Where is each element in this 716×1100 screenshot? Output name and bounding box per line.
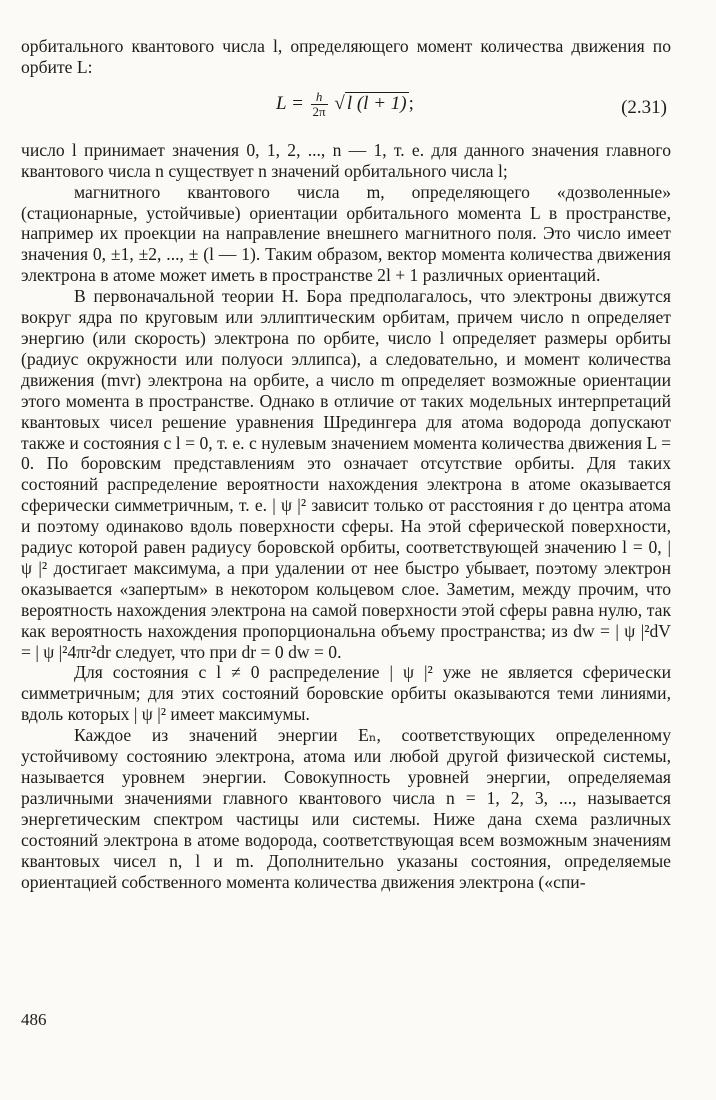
text-column bbox=[21, 36, 671, 892]
equation-fraction bbox=[311, 90, 328, 119]
equation-number: (2.31) bbox=[621, 96, 667, 118]
paragraph-bohr-theory: В первоначальной теории Н. Бора предполагалось, что электроны движутся вокруг ядра по круговым или эллиптическим орбитам, причем число n определяет энергию (или скорость) электрона по орбите, число l определяет размеры орбиты (радиус окружности или полуоси эллипса), а следовательно, и момент количества движения (mvr) электрона на орбите, а число m определяет возможные ориентации этого момента в пространстве. Однако в отличие от таких модельных интерпретаций квантовых чисел решение уравнения Шредингера для атома водорода допускают также и состояния с l = 0, т. е. с нулевым значением момента количества движения L = 0. По боровским представлениям это означает отсутствие орбиты. Для таких состояний распределение вероятности нахождения электрона в атоме оказывается сферически симметричным, т. е. | ψ |² зависит только от расстояния r до центра атома и поэтому одинаково вдоль поверхности сферы. На этой сферической поверхности, радиус которой равен радиусу боровской орбиты, соответствующей значению l = 0, | ψ |² достигает максимума, а при удалении от нее быстро убывает, поэтому электрон оказывается «запертым» в некотором кольцевом слое. Заметим, между прочим, что вероятность нахождения электрона на самой поверхности этой сферы равна нулю, так как вероятность нахождения пропорциональна объему пространства; из dw = | ψ |²dV = | ψ |²4πr²dr следует, что при dr = 0 dw = 0. bbox=[21, 286, 671, 662]
paragraph-l-values: число l принимает значения 0, 1, 2, ..., n — 1, т. е. для данного значения главного квантового числа n существует n значений орбитального числа l; bbox=[21, 139, 671, 181]
equation-body bbox=[276, 90, 414, 119]
square-root: √ l (l + 1) bbox=[334, 92, 407, 114]
paragraph-nonzero-l: Для состояния с l ≠ 0 распределение | ψ |² уже не является сферически симметричным; для этих состояний боровские орбиты оказываются теми линиями, вдоль которых | ψ |² имеет максимумы. bbox=[21, 662, 671, 725]
fraction-numerator: h bbox=[311, 90, 328, 105]
paragraph-energy-levels: Каждое из значений энергии Eₙ, соответствующих определенному устойчивому состоянию электрона, атома или любой другой физической системы, называется уровнем энергии. Совокупность уровней энергии, определяемая различными значениями главного квантового числа n = 1, 2, 3, ..., называется энергетическим спектром частицы или системы. Ниже дана схема различных состояний электрона в атоме водорода, соответствующая всем возможным значениям квантовых чисел n, l и m. Дополнительно указаны состояния, определяемые ориентацией собственного момента количества движения электрона («спи- bbox=[21, 725, 671, 892]
equation-lhs: L = bbox=[276, 92, 304, 114]
paragraph-orbital: орбитального квантового числа l, определяющего момент количества движения по орбите L: bbox=[21, 36, 671, 77]
equation-2-31 bbox=[21, 78, 671, 140]
fraction-denominator: 2π bbox=[312, 103, 326, 119]
radicand: l (l + 1) bbox=[346, 92, 407, 114]
equation-tail: ; bbox=[408, 92, 414, 114]
paragraph-magnetic: магнитного квантового числа m, определяющего «дозволенные» (стационарные, устойчивые) ориентации орбитального момента L в пространстве, например их проекции на направление внешнего магнитного поля. Это число имеет значения 0, ±1, ±2, ..., ± (l — 1). Таким образом, вектор момента количества движения электрона в атоме может иметь в пространстве 2l + 1 различных ориентаций. bbox=[21, 181, 671, 286]
page-number: 486 bbox=[21, 1010, 47, 1029]
